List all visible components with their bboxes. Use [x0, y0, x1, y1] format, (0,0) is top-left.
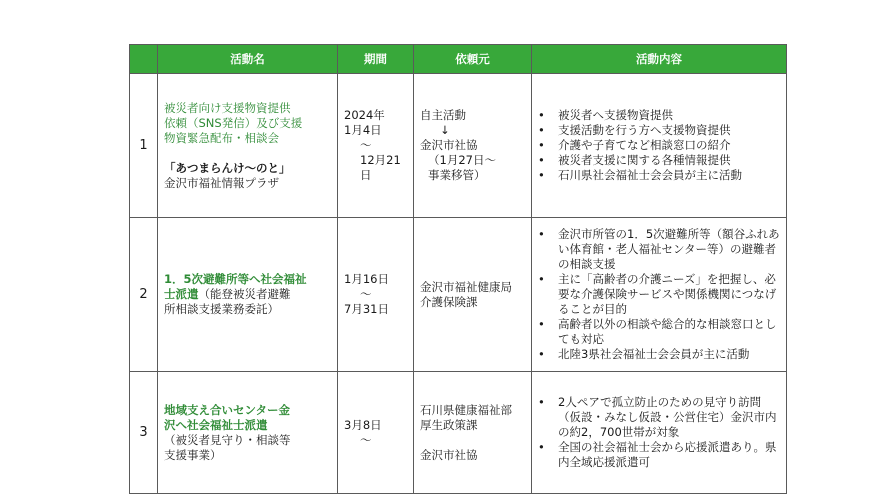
period-line: ～ [360, 287, 372, 301]
header-content: 活動内容 [532, 45, 787, 74]
period-line: 1月4日 [344, 123, 382, 137]
client-line: 金沢市社協 [420, 447, 478, 462]
client-line: 石川県健康福祉部 [420, 402, 512, 417]
activity-name-cell [158, 372, 338, 494]
client-line: 介護保険課 [420, 294, 478, 309]
list-item: • 支援活動を行う方へ支援物資提供 [538, 123, 780, 138]
activity-name-line: 物資緊急配布・相談会 [164, 130, 279, 145]
client-cell [414, 74, 532, 218]
period-line: 7月31日 [344, 302, 389, 316]
activity-name-line: 被災者向け支援物資提供 [164, 100, 291, 115]
client-line: 金沢市福祉健康局 [420, 279, 512, 294]
header-activity-name: 活動名 [158, 45, 338, 74]
activity-name-line: 依頼（SNS発信）及び支援 [164, 115, 303, 130]
table-row [130, 74, 787, 218]
activity-name-subtext: 支援事業） [164, 447, 222, 462]
list-item: • 介護や子育てなど相談窓口の紹介 [538, 138, 780, 153]
header-client: 依頼元 [414, 45, 532, 74]
client-line: 厚生政策課 [420, 417, 478, 432]
activity-name-subtext: （被災者見守り・相談等 [164, 432, 291, 447]
content-cell [532, 372, 787, 494]
header-period: 期間 [338, 45, 414, 74]
client-line: 事業移管） [428, 168, 486, 182]
content-list [538, 108, 780, 183]
period-cell [338, 372, 414, 494]
list-item: • 被災者支援に関する各種情報提供 [538, 153, 780, 168]
list-item: • 被災者へ支援物資提供 [538, 108, 780, 123]
table-row [130, 218, 787, 372]
table-row [130, 372, 787, 494]
list-item: • 主に「高齢者の介護ニーズ」を把握し、必要な介護保険サービスや関係機関につなげることが目的 [538, 272, 780, 317]
activity-name-cell [158, 218, 338, 372]
period-line: 12月21日 [360, 153, 401, 182]
activity-name-subtext: 所相談支援業務委託） [164, 302, 279, 316]
period-line: ～ [360, 138, 372, 152]
content-cell [532, 74, 787, 218]
period-cell [338, 218, 414, 372]
period-line: 2024年 [344, 108, 385, 122]
row-number: 3 [130, 372, 158, 494]
client-line: 自主活動 [420, 108, 466, 122]
client-cell [414, 372, 532, 494]
header-blank [130, 45, 158, 74]
activity-name-line: 地域支え合いセンター金 [164, 402, 291, 417]
activity-name-line: 士派遣 [164, 287, 199, 301]
list-item: • 全国の社会福祉士会から応援派遣あり。県内全域応援派遣可 [538, 440, 780, 470]
period-line: ～ [360, 432, 372, 447]
row-number: 1 [130, 74, 158, 218]
activity-name-subtext: （能登被災者避難 [198, 287, 291, 301]
activity-name-line: 1．5次避難所等へ社会福祉 [164, 272, 307, 286]
activities-table [129, 44, 787, 494]
client-line: （1月27日～ [428, 153, 496, 167]
period-line: 1月16日 [344, 272, 389, 286]
client-cell [414, 218, 532, 372]
activity-org-line: 金沢市福祉情報プラザ [164, 175, 279, 190]
content-cell [532, 218, 787, 372]
client-line: 金沢市社協 [420, 138, 478, 152]
activity-org-line: 「あつまらんけ～のと」 [164, 160, 291, 175]
list-item: • 高齢者以外の相談や総合的な相談窓口としても対応 [538, 317, 780, 347]
list-item: • 北陸3県社会福祉士会会員が主に活動 [538, 347, 780, 362]
period-line: 3月8日 [344, 417, 382, 432]
header-row [130, 45, 787, 74]
list-item: • 2人ペアで孤立防止のための見守り訪問（仮設・みなし仮設・公営住宅）金沢市内の約2，700世帯が対象 [538, 395, 780, 440]
content-list [538, 395, 780, 470]
period-cell [338, 74, 414, 218]
content-list [538, 227, 780, 362]
row-number: 2 [130, 218, 158, 372]
list-item: • 金沢市所管の1．5次避難所等（額谷ふれあい体育館・老人福祉センター等）の避難者の相談支援 [538, 227, 780, 272]
activity-name-line: 沢へ社会福祉士派遣 [164, 417, 268, 432]
arrow-down-icon: ↓ [440, 123, 450, 137]
activity-name-cell [158, 74, 338, 218]
list-item: • 石川県社会福祉士会会員が主に活動 [538, 168, 780, 183]
client-spacer [420, 433, 525, 448]
